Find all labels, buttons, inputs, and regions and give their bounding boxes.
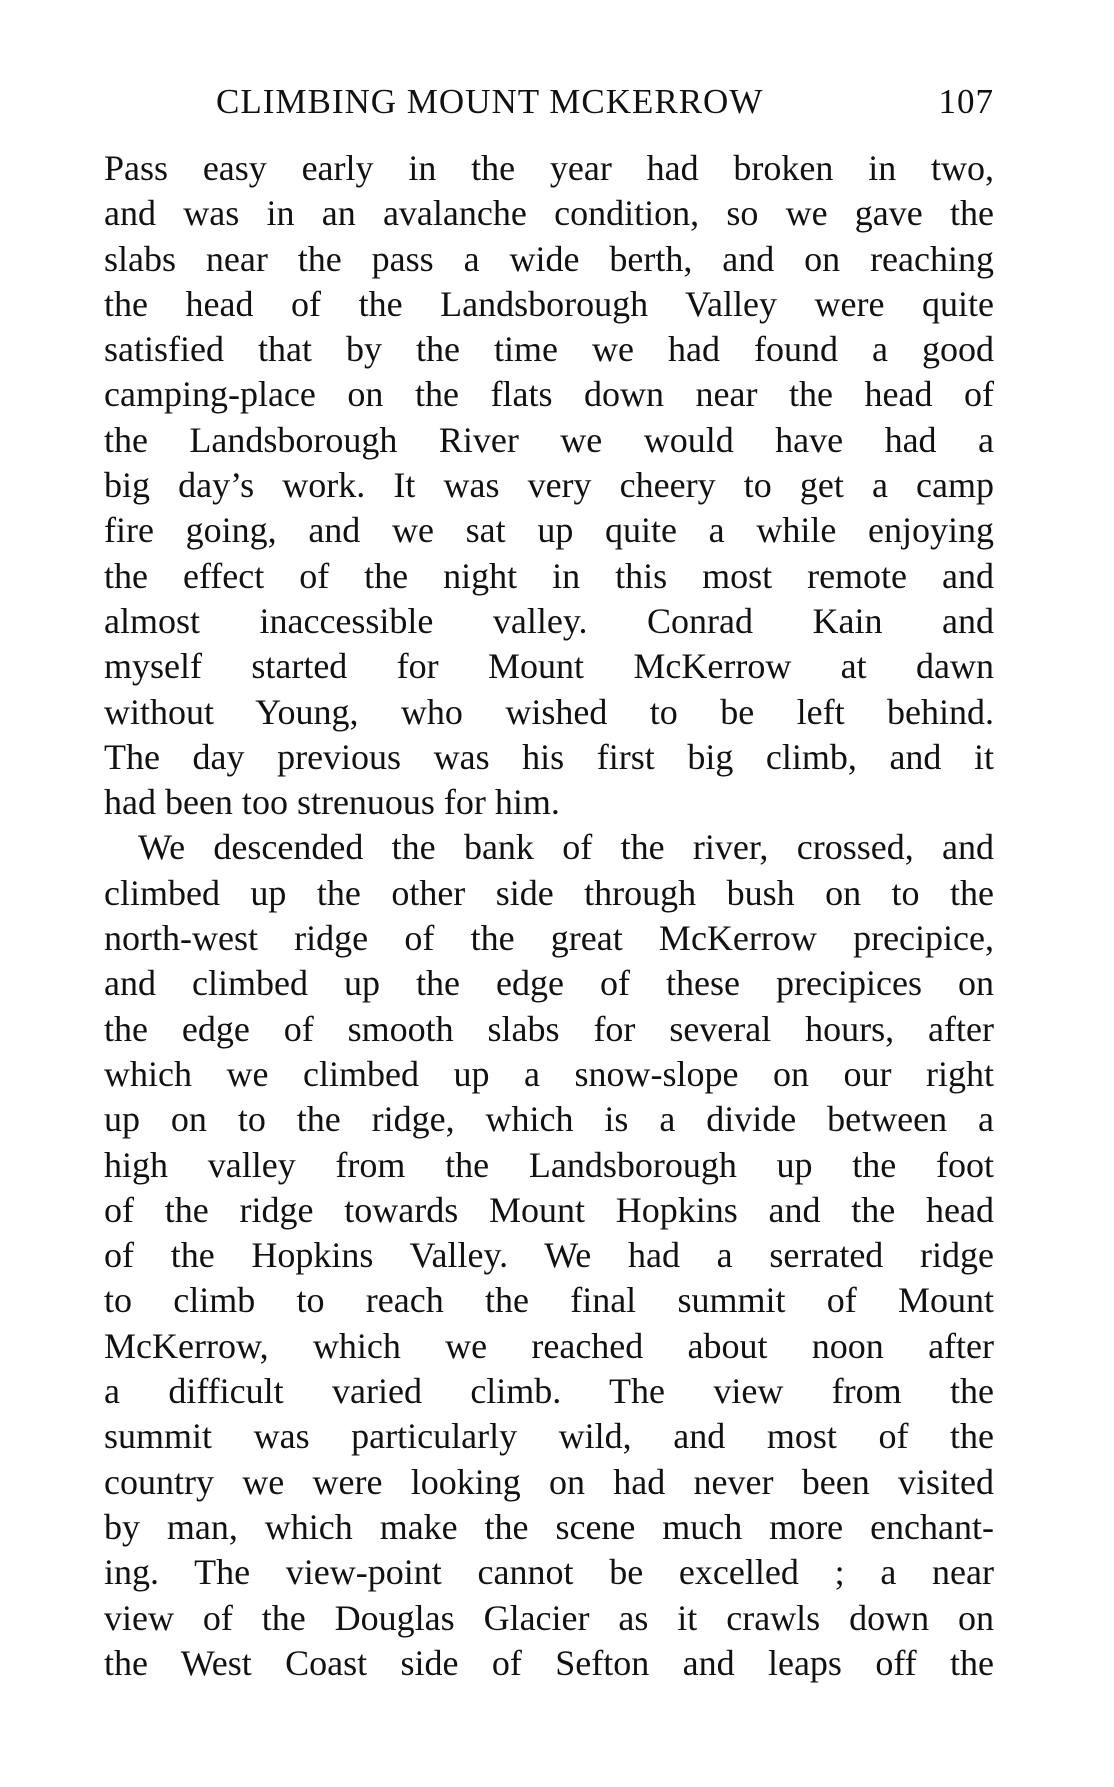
text-line: and was in an avalanche condition, so we gave the	[104, 193, 994, 234]
text-line: big day’s work. It was very cheery to get a camp	[104, 465, 994, 506]
text-line: of the ridge towards Mount Hopkins and the head	[104, 1189, 994, 1230]
text-line: of the Hopkins Valley. We had a serrated ridge	[104, 1235, 994, 1276]
text-line: and climbed up the edge of these precipices on	[104, 963, 994, 1004]
text-line: The day previous was his first big climb, and it	[104, 736, 994, 777]
text-line: camping-place on the flats down near the head of	[104, 374, 994, 415]
paragraph-first-line: We descended the bank of the river, crossed, and	[138, 827, 994, 868]
page-number: 107	[938, 82, 994, 121]
running-head	[104, 72, 994, 122]
text-line: the head of the Landsborough Valley were quite	[104, 283, 994, 324]
text-line: the West Coast side of Sefton and leaps off the	[104, 1642, 994, 1683]
text-line: up on to the ridge, which is a divide between a	[104, 1099, 994, 1140]
text-line: north-west ridge of the great McKerrow precipice,	[104, 918, 994, 959]
text-line: Pass easy early in the year had broken in two,	[104, 148, 994, 188]
text-line: slabs near the pass a wide berth, and on reaching	[104, 238, 994, 279]
running-title: CLIMBING MOUNT MCKERROW	[216, 82, 764, 121]
text-line: which we climbed up a snow-slope on our right	[104, 1053, 994, 1094]
text-line: to climb to reach the final summit of Mount	[104, 1280, 994, 1321]
text-line: the edge of smooth slabs for several hours, after	[104, 1008, 994, 1049]
text-line: the effect of the night in this most remote and	[104, 555, 994, 596]
text-line: the Landsborough River we would have had a	[104, 419, 994, 460]
text-line: McKerrow, which we reached about noon after	[104, 1325, 994, 1366]
text-line: country we were looking on had never been visited	[104, 1461, 994, 1502]
text-line: by man, which make the scene much more enchant-	[104, 1506, 994, 1547]
text-line: a difficult varied climb. The view from the	[104, 1371, 994, 1412]
text-line: without Young, who wished to be left behind.	[104, 691, 994, 732]
text-line: summit was particularly wild, and most of the	[104, 1416, 994, 1457]
paragraph-last-line: had been too strenuous for him.	[104, 782, 560, 823]
text-line: view of the Douglas Glacier as it crawls down on	[104, 1597, 994, 1638]
text-line: climbed up the other side through bush on to the	[104, 872, 994, 913]
text-line: high valley from the Landsborough up the foot	[104, 1144, 994, 1185]
body-text	[104, 146, 994, 1686]
text-line: almost inaccessible valley. Conrad Kain and	[104, 600, 994, 641]
text-line: fire going, and we sat up quite a while enjoying	[104, 510, 994, 551]
text-line: myself started for Mount McKerrow at dawn	[104, 646, 994, 687]
text-line: satisfied that by the time we had found a good	[104, 329, 994, 370]
text-line: ing. The view-point cannot be excelled ; a near	[104, 1552, 994, 1593]
